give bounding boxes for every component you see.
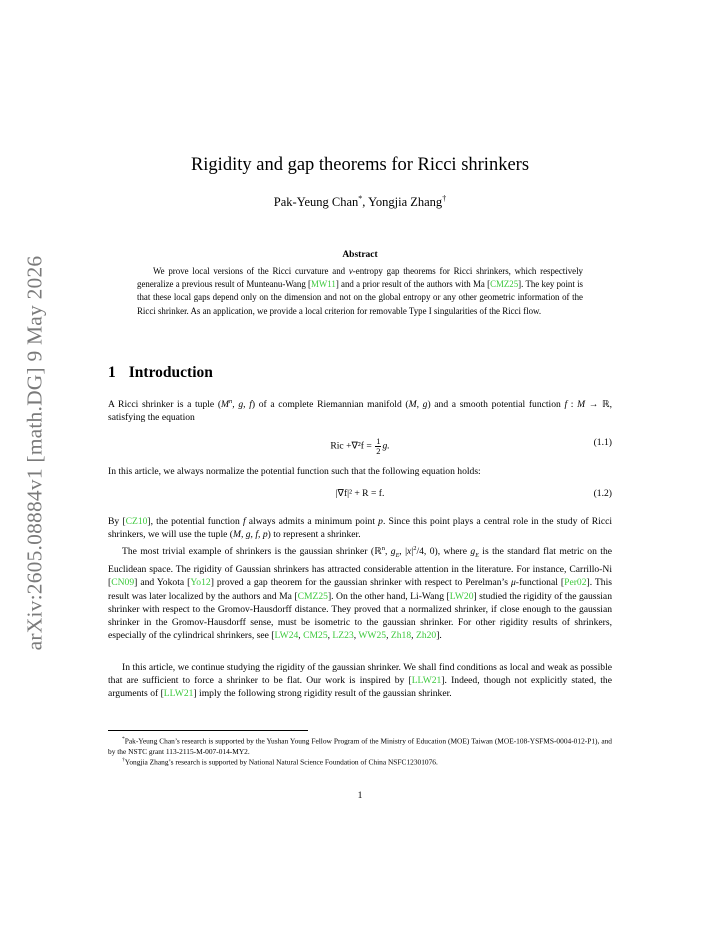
paragraph-2: In this article, we always normalize the potential function such that the following equation holds: <box>108 466 481 477</box>
abstract-text: We prove local versions of the Ricci curvature and ν-entropy gap theorems for Ricci shrinkers, which respectively generalize a previous result of Munteanu-Wang [MW11] and a prior result of the authors with Ma [CMZ25]. The key point is that these local gaps depend only on the dimension and not on the global entropy or any other geometric information of the Ricci shrinker. As an application, we provide a local criterion for removable Type I singularities of the Ricci flow. <box>137 266 584 316</box>
citation-link[interactable]: LW24 <box>274 630 299 642</box>
section-number: 1 <box>108 364 116 381</box>
citation-link[interactable]: Yo12 <box>190 577 211 589</box>
citation-link[interactable]: CZ10 <box>125 516 148 527</box>
author-separator: , <box>362 195 369 210</box>
footnote-text: Pak-Yeung Chan’s research is supported by the Yushan Young Fellow Program of the Ministry of Education (MOE) Taiwan (MOE-108-YSFMS-0004-012-P1), and by the NSTC grant 113-2115-M-007-014-MY2. <box>108 736 612 756</box>
footnote-mark[interactable]: † <box>442 194 447 203</box>
page-number: 1 <box>357 790 363 801</box>
citation-link[interactable]: LLW21 <box>411 675 442 687</box>
arxiv-sidebar-stamp <box>20 248 50 658</box>
equation-1-2 <box>108 485 612 505</box>
footnote-mark[interactable]: * <box>358 194 363 203</box>
equation-body: |∇f|² + R = f. <box>335 488 385 499</box>
footnote-divider <box>108 730 308 731</box>
citation-link[interactable]: CMZ25 <box>490 279 519 290</box>
paragraph-4: The most trivial example of shrinkers is the gaussian shrinker (ℝ$^n$, $g_E$, $|x|^2/4$, 0), where $g_E$ is the standard flat metric on the Euclidean space. The rigidity of Gaussian shrinkers has attracted considerable attention in the literature. For instance, Carrillo-Ni [CN09] and Yokota [Yo12] proved a gap theorem for the gaussian shrinker with respect to Perelman’s μ-functional [Per02]. This result was later localized by the authors and Ma [CMZ25]. On the other hand, Li-Wang [LW20] studied the rigidity of the gaussian shrinker with respect to the Gromov-Hausdorff distance. They proved that a normalized shrinker, if close enough to the gaussian shrinker in the Gromov-Hausdorff sense, must be isometric to the gaussian shrinker. For other rigidity results of shrinkers, especially of the cylindrical shrinkers, see [LW24, CM25, LZ23, WW25, Zh18, Zh20]. <box>108 545 613 642</box>
footnote-1 <box>108 734 612 757</box>
fraction-denominator: 2 <box>376 446 381 456</box>
equation-lhs: Ric +∇²f = <box>330 440 375 452</box>
citation-link[interactable]: CMZ25 <box>297 590 328 602</box>
fraction <box>375 437 381 456</box>
citation-link[interactable]: WW25 <box>358 630 387 642</box>
section-heading <box>108 364 213 382</box>
arxiv-id[interactable]: arXiv:2605.08884v1 [math.DG] 9 May 2026 <box>22 255 47 651</box>
citation-link[interactable]: MW11 <box>311 279 336 290</box>
citation-link[interactable]: Per02 <box>564 577 587 589</box>
equation-number: (1.1) <box>593 437 612 448</box>
paragraph-5: In this article, we continue studying the rigidity of the gaussian shrinker. We shall find conditions as local and weak as possible that are sufficient to force a shrinker to be flat. Our work is inspired by [LLW21]. Indeed, though not explicitly stated, the arguments of [LLW21] imply the following strong rigidity result of the gaussian shrinker. <box>108 662 612 700</box>
citation-link[interactable]: CM25 <box>303 630 328 642</box>
equation-rhs: g. <box>382 440 390 452</box>
equation-1-1 <box>108 434 612 454</box>
paragraph-3: By [CZ10], the potential function f always admits a minimum point p. Since this point plays a central role in the study of Ricci shrinkers, we will use the tuple (M, g, f, p) to represent a shrinker. <box>108 516 612 541</box>
footnote-mark: * <box>122 736 125 742</box>
citation-link[interactable]: CN09 <box>111 577 135 589</box>
author-line <box>0 194 720 210</box>
footnote-mark: † <box>122 757 125 763</box>
citation-link[interactable]: LLW21 <box>163 688 194 700</box>
paper-title: Rigidity and gap theorems for Ricci shrinkers <box>190 155 530 175</box>
citation-link[interactable]: LZ23 <box>332 630 354 642</box>
footnote-text: Yongjia Zhang’s research is supported by National Natural Science Foundation of China NSFC12301076. <box>124 757 438 767</box>
fraction-numerator: 1 <box>376 436 381 446</box>
author-name: Pak-Yeung Chan <box>273 195 359 210</box>
citation-link[interactable]: Zh20 <box>415 630 437 642</box>
abstract-heading: Abstract <box>342 250 378 260</box>
footnote-2 <box>108 755 612 768</box>
citation-link[interactable]: LW20 <box>449 590 474 602</box>
equation-number: (1.2) <box>593 488 612 499</box>
citation-link[interactable]: Zh18 <box>390 630 412 642</box>
equation-body <box>108 437 612 456</box>
author-name: Yongjia Zhang <box>368 195 443 210</box>
paragraph-1: A Ricci shrinker is a tuple ($M^n$, g, f) of a complete Riemannian manifold (M, g) and a smooth potential function f : M → ℝ, satisfying the equation <box>108 398 613 424</box>
section-title: Introduction <box>128 364 213 381</box>
